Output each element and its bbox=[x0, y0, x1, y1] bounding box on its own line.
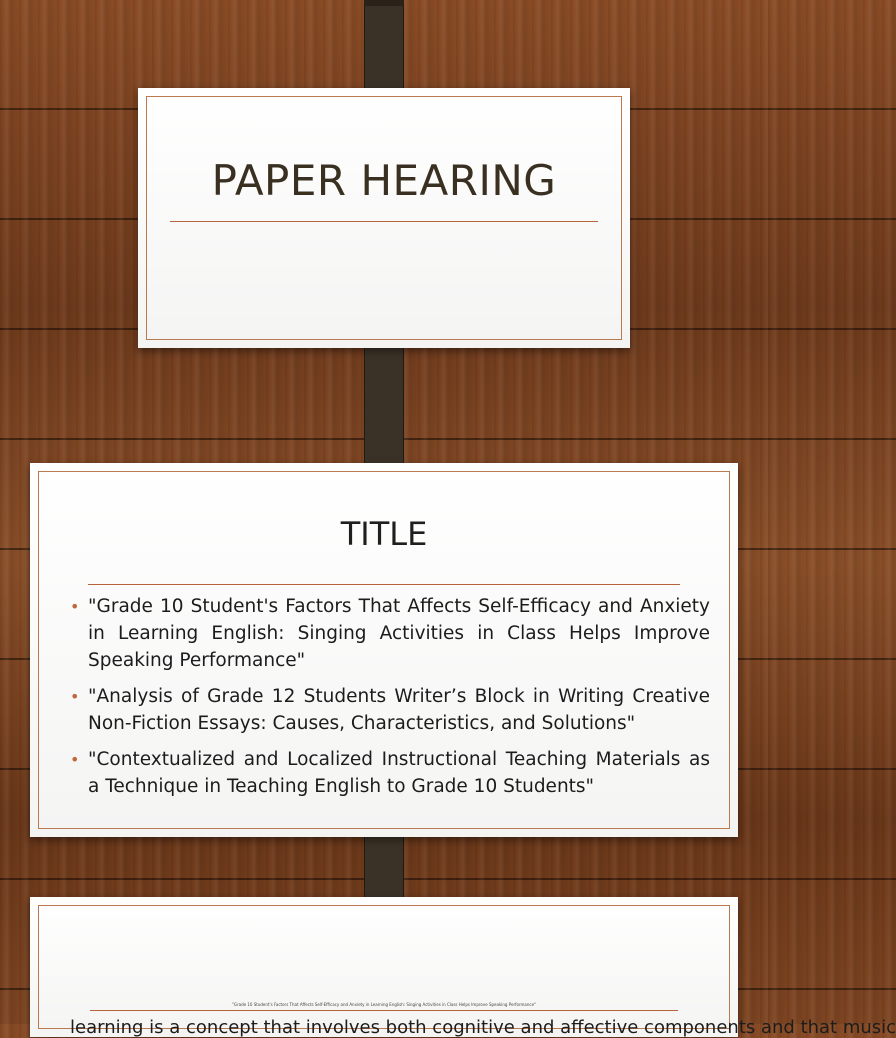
slide-frame bbox=[146, 96, 622, 340]
research-title-list bbox=[70, 593, 710, 809]
bullet-icon: • bbox=[70, 687, 80, 706]
title-divider bbox=[90, 1010, 678, 1011]
list-item-text: "Contextualized and Localized Instructional Teaching Materials as a Technique in Teaching English to Grade 10 Students" bbox=[88, 749, 710, 797]
slide-cut-text: learning is a concept that involves both cognitive and affective components and that music bbox=[70, 1017, 896, 1038]
bullet-icon: • bbox=[70, 750, 80, 769]
bullet-icon: • bbox=[70, 597, 80, 616]
list-item bbox=[70, 746, 710, 800]
hanger-strap-middle bbox=[364, 328, 404, 480]
list-item-text: "Grade 10 Student's Factors That Affects Self-Efficacy and Anxiety in Learning English: Singing Activities in Class Helps Improve Speaking Performance" bbox=[88, 596, 710, 671]
slide-preview-card[interactable] bbox=[30, 897, 896, 1038]
list-item bbox=[70, 683, 710, 737]
title-divider bbox=[170, 221, 598, 222]
slide-title-card[interactable] bbox=[138, 88, 630, 348]
slide-titles-list-card[interactable] bbox=[30, 463, 738, 837]
heading-divider bbox=[88, 584, 680, 585]
slide-title: PAPER HEARING bbox=[211, 156, 557, 205]
slide-heading: TITLE bbox=[340, 515, 428, 553]
list-item bbox=[70, 593, 710, 674]
list-item-text: "Analysis of Grade 12 Students Writer’s Block in Writing Creative Non-Fiction Essays: Causes, Characteristics, and Solutions" bbox=[88, 686, 710, 734]
slide-mini-title: "Grade 10 Student's Factors That Affects Self-Efficacy and Anxiety in Learning English: Singing Activities in Class Helps Improve Speaking Performance" bbox=[232, 1002, 536, 1007]
